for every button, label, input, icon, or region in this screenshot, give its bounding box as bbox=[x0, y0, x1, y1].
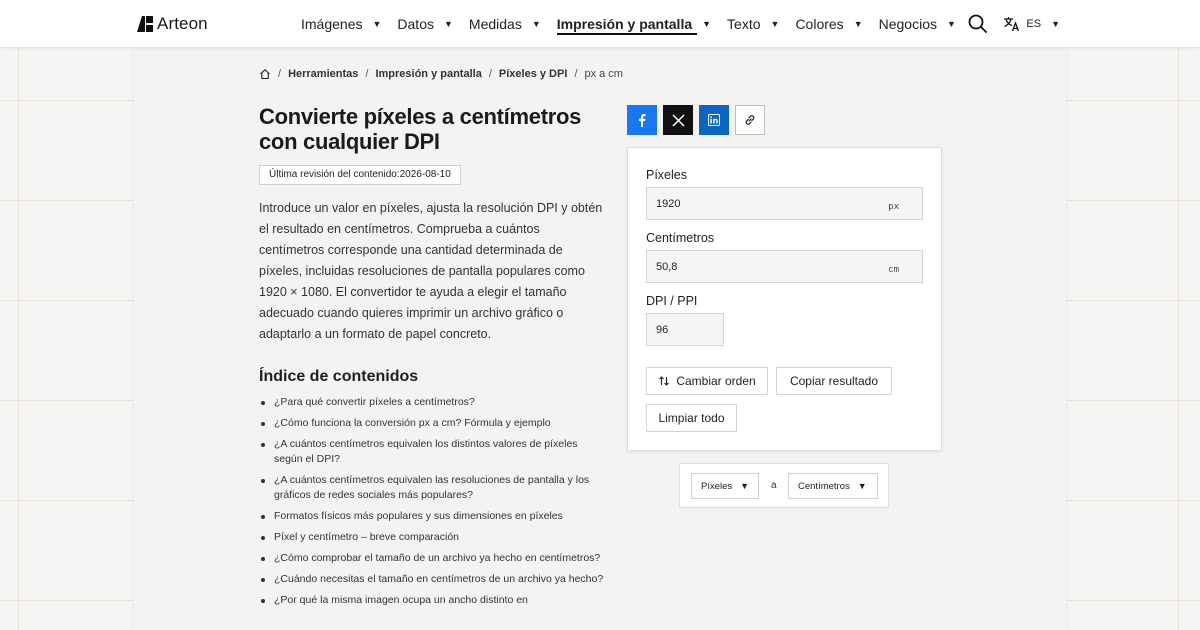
revision-label: Última revisión del contenido: bbox=[269, 169, 400, 180]
from-unit-select[interactable] bbox=[691, 473, 759, 499]
chevron-down-icon: ▼ bbox=[740, 481, 750, 491]
toc-item[interactable]: ¿Cómo comprobar el tamaño de un archivo ya hecho en centímetros? bbox=[259, 551, 604, 566]
pixels-field[interactable] bbox=[646, 187, 923, 220]
site-header bbox=[0, 0, 1200, 48]
content-card bbox=[134, 48, 1066, 630]
toc-item[interactable]: Formatos físicos más populares y sus dimensiones en píxeles bbox=[259, 509, 604, 524]
unit-selector bbox=[679, 463, 889, 508]
chevron-down-icon: ▼ bbox=[857, 481, 867, 491]
brand-name: Arteon bbox=[157, 14, 208, 33]
swap-order-label: Cambiar orden bbox=[676, 374, 756, 388]
header-tools bbox=[967, 0, 1060, 48]
toc-item[interactable]: ¿Cómo funciona la conversión px a cm? Fórmula y ejemplo bbox=[259, 416, 604, 431]
share-facebook-button[interactable] bbox=[627, 105, 657, 135]
chevron-down-icon: ▼ bbox=[531, 19, 541, 29]
cm-label: Centímetros bbox=[646, 231, 715, 245]
nav-label: Colores bbox=[795, 16, 844, 32]
nav-label: Texto bbox=[727, 16, 761, 32]
dpi-input[interactable] bbox=[647, 314, 723, 345]
breadcrumb-separator: / bbox=[278, 68, 282, 80]
toc-item[interactable]: Píxel y centímetro – breve comparación bbox=[259, 530, 604, 545]
breadcrumb-item-impresion[interactable]: Impresión y pantalla bbox=[375, 68, 482, 80]
breadcrumb-item-current: px a cm bbox=[584, 68, 623, 80]
swap-icon bbox=[658, 375, 670, 387]
share-buttons bbox=[627, 105, 765, 135]
chevron-down-icon: ▼ bbox=[702, 19, 712, 29]
nav-label: Negocios bbox=[878, 16, 937, 32]
dpi-field[interactable] bbox=[646, 313, 724, 346]
nav-item-imagenes[interactable] bbox=[301, 0, 381, 48]
toc-item[interactable]: ¿Cuándo necesitas el tamaño en centímetros de un archivo ya hecho? bbox=[259, 572, 604, 587]
chevron-down-icon: ▼ bbox=[443, 19, 453, 29]
revision-badge bbox=[259, 165, 461, 185]
share-x-button[interactable] bbox=[663, 105, 693, 135]
nav-label: Medidas bbox=[468, 16, 522, 32]
nav-item-medidas[interactable] bbox=[469, 0, 541, 48]
home-icon[interactable] bbox=[259, 68, 271, 80]
translate-icon bbox=[1003, 16, 1021, 32]
to-unit-value: Centímetros bbox=[798, 480, 850, 492]
language-selector[interactable] bbox=[1003, 16, 1060, 32]
nav-label: Imágenes bbox=[301, 16, 363, 32]
brand-logo[interactable] bbox=[137, 14, 208, 34]
unit-joiner: a bbox=[771, 480, 777, 491]
from-unit-value: Píxeles bbox=[701, 480, 733, 492]
toc-item[interactable]: ¿Por qué la misma imagen ocupa un ancho distinto en bbox=[259, 593, 604, 608]
chevron-down-icon: ▼ bbox=[372, 19, 382, 29]
breadcrumb-item-pixeles-dpi[interactable]: Píxeles y DPI bbox=[498, 68, 568, 80]
facebook-icon bbox=[636, 113, 648, 127]
breadcrumb-separator: / bbox=[488, 68, 492, 80]
nav-item-negocios[interactable] bbox=[879, 0, 956, 48]
pixels-unit: px bbox=[888, 202, 899, 212]
search-icon[interactable] bbox=[967, 13, 989, 35]
nav-label: Impresión y pantalla bbox=[556, 16, 693, 32]
chevron-down-icon: ▼ bbox=[1051, 19, 1060, 29]
cm-field[interactable] bbox=[646, 250, 923, 283]
breadcrumb-separator: / bbox=[574, 68, 578, 80]
page-title: Convierte píxeles a centímetros con cualquier DPI bbox=[259, 104, 582, 154]
toc-title: Índice de contenidos bbox=[259, 368, 419, 385]
x-icon bbox=[672, 114, 685, 127]
copy-link-button[interactable] bbox=[735, 105, 765, 135]
logo-icon bbox=[137, 16, 153, 32]
cm-input[interactable] bbox=[647, 251, 922, 282]
copy-result-button[interactable] bbox=[776, 367, 892, 395]
language-code: ES bbox=[1026, 18, 1042, 30]
share-linkedin-button[interactable] bbox=[699, 105, 729, 135]
to-unit-select[interactable] bbox=[788, 473, 878, 499]
breadcrumb-separator: / bbox=[365, 68, 369, 80]
copy-result-label: Copiar resultado bbox=[789, 374, 879, 388]
nav-item-impresion-y-pantalla[interactable] bbox=[557, 0, 711, 48]
cm-unit: cm bbox=[888, 265, 899, 275]
toc-list bbox=[259, 395, 604, 614]
clear-all-label: Limpiar todo bbox=[658, 411, 725, 425]
nav-item-texto[interactable] bbox=[727, 0, 779, 48]
clear-all-button[interactable] bbox=[646, 404, 737, 432]
revision-date: 2026-08-10 bbox=[399, 169, 451, 180]
toc-item[interactable]: ¿A cuántos centímetros equivalen los distintos valores de píxeles según el DPI? bbox=[259, 437, 604, 467]
main-nav bbox=[301, 0, 972, 48]
chevron-down-icon: ▼ bbox=[770, 19, 780, 29]
pixels-input[interactable] bbox=[647, 188, 922, 219]
swap-order-button[interactable] bbox=[646, 367, 768, 395]
toc-item[interactable]: ¿A cuántos centímetros equivalen las resoluciones de pantalla y los gráficos de redes sociales más populares? bbox=[259, 473, 604, 503]
chevron-down-icon: ▼ bbox=[853, 19, 863, 29]
nav-item-datos[interactable] bbox=[397, 0, 453, 48]
toc-item[interactable]: ¿Para qué convertir píxeles a centímetros? bbox=[259, 395, 604, 410]
pixels-label: Píxeles bbox=[646, 168, 687, 182]
nav-label: Datos bbox=[397, 16, 434, 32]
intro-paragraph: Introduce un valor en píxeles, ajusta la resolución DPI y obtén el resultado en centímetros. Comprueba a cuántos centímetros corresponde una cantidad determinada de píxeles, incluidas resoluciones de pantalla populares como 1920 × 1080. El convertidor te ayuda a elegir el tamaño adecuado cuando quieres imprimir un archivo gráfico o adaptarlo a un formato de papel concreto. bbox=[259, 201, 603, 341]
breadcrumb-item-herramientas[interactable]: Herramientas bbox=[288, 68, 359, 80]
chevron-down-icon: ▼ bbox=[946, 19, 956, 29]
converter-panel bbox=[627, 147, 942, 451]
breadcrumb bbox=[259, 68, 623, 80]
dpi-label: DPI / PPI bbox=[646, 294, 698, 308]
nav-item-colores[interactable] bbox=[795, 0, 862, 48]
link-icon bbox=[743, 113, 757, 127]
linkedin-icon bbox=[708, 114, 720, 126]
